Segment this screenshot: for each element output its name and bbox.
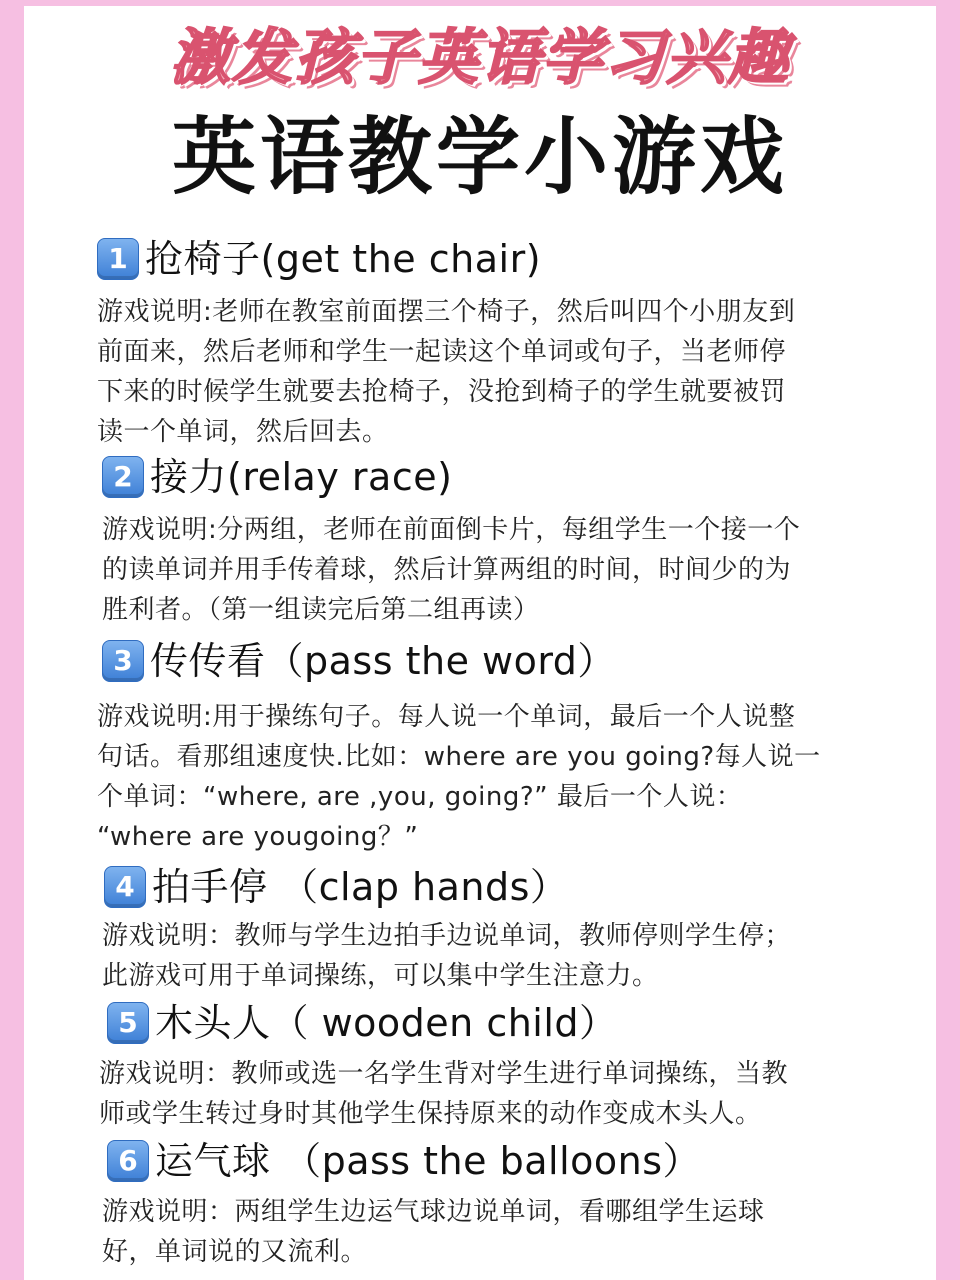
description-line: 游戏说明:用于操练句子。每人说一个单词，最后一个人说整 bbox=[97, 702, 796, 732]
page-title: 英语教学小游戏 bbox=[171, 108, 788, 206]
game-heading-4 bbox=[104, 862, 568, 912]
game-heading-2 bbox=[102, 452, 452, 502]
number-6-icon: 6 bbox=[107, 1140, 149, 1182]
game-description-6 bbox=[102, 1192, 872, 1272]
game-heading-6 bbox=[107, 1136, 701, 1186]
description-line: 游戏说明:老师在教室前面摆三个椅子，然后叫四个小朋友到 bbox=[97, 297, 796, 327]
game-description-4 bbox=[102, 916, 872, 996]
number-1-icon: 1 bbox=[97, 238, 139, 280]
game-heading-1 bbox=[97, 234, 541, 284]
description-line: 前面来，然后老师和学生一起读这个单词或句子，当老师停 bbox=[97, 337, 787, 367]
description-line: 胜利者。（第一组读完后第二组再读） bbox=[102, 595, 540, 625]
description-line: 此游戏可用于单词操练，可以集中学生注意力。 bbox=[102, 961, 659, 991]
game-title: 木头人（ wooden child） bbox=[155, 1001, 618, 1045]
game-title: 传传看（pass the word） bbox=[150, 639, 616, 683]
game-title: 拍手停 （clap hands） bbox=[152, 865, 569, 909]
game-heading-5 bbox=[107, 998, 618, 1048]
game-title: 运气球 （pass the balloons） bbox=[155, 1139, 702, 1183]
description-line: 游戏说明：教师或选一名学生背对学生进行单词操练，当教 bbox=[99, 1059, 789, 1089]
number-2-icon: 2 bbox=[102, 456, 144, 498]
description-line: 个单词：“where, are ,you, going?” 最后一个人说： bbox=[97, 782, 743, 812]
description-line: “where are yougoing？” bbox=[97, 822, 419, 852]
description-line: 下来的时候学生就要去抢椅子，没抢到椅子的学生就要被罚 bbox=[97, 377, 787, 407]
game-description-1 bbox=[97, 292, 867, 452]
description-line: 师或学生转过身时其他学生保持原来的动作变成木头人。 bbox=[99, 1099, 762, 1129]
game-description-3 bbox=[97, 697, 867, 857]
description-line: 读一个单词，然后回去。 bbox=[97, 417, 389, 447]
description-line: 好，单词说的又流利。 bbox=[102, 1237, 368, 1267]
game-description-2 bbox=[102, 510, 872, 630]
number-3-icon: 3 bbox=[102, 640, 144, 682]
page-subtitle: 激发孩子英语学习兴趣 bbox=[170, 23, 790, 93]
description-line: 的读单词并用手传着球，然后计算两组的时间，时间少的为 bbox=[102, 555, 792, 585]
game-title: 接力(relay race) bbox=[150, 455, 453, 499]
description-line: 游戏说明:分两组，老师在前面倒卡片，每组学生一个接一个 bbox=[102, 515, 801, 545]
description-line: 游戏说明：教师与学生边拍手边说单词，教师停则学生停； bbox=[102, 921, 792, 951]
description-line: 游戏说明：两组学生边运气球边说单词，看哪组学生运球 bbox=[102, 1197, 765, 1227]
number-5-icon: 5 bbox=[107, 1002, 149, 1044]
number-4-icon: 4 bbox=[104, 866, 146, 908]
description-line: 句话。看那组速度快.比如：where are you going?每人说一 bbox=[97, 742, 821, 772]
game-heading-3 bbox=[102, 636, 616, 686]
game-description-5 bbox=[99, 1054, 869, 1134]
game-title: 抢椅子(get the chair) bbox=[145, 237, 542, 281]
